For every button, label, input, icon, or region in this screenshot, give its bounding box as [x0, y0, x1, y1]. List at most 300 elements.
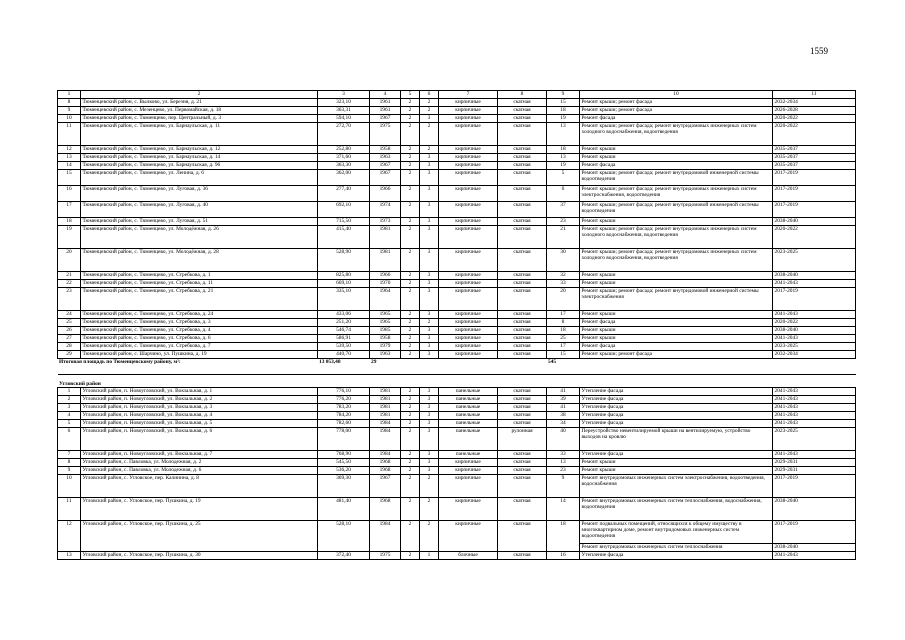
repair-works: Ремонт крыши — [580, 218, 773, 226]
roof-type: скатная — [498, 459, 547, 467]
roof-type: скатная — [498, 420, 547, 428]
wall-material: кирпичные — [439, 154, 498, 162]
roof-type: скатная — [498, 521, 547, 552]
address: Тюменцевский район, с. Тюменцево, ул. Барнаульская, д. 11 — [81, 123, 318, 146]
repair-period: 2038-2040 — [773, 498, 856, 521]
wall-material: кирпичные — [439, 202, 498, 218]
floors: 2 — [401, 226, 420, 249]
repair-period: 2017-2019 — [773, 288, 856, 311]
wall-material: кирпичные — [439, 343, 498, 351]
wear-percent: 23 — [547, 467, 580, 475]
wear-percent: 17 — [547, 343, 580, 351]
floors: 2 — [401, 186, 420, 202]
floors: 2 — [401, 170, 420, 186]
repair-period: 2041-2043 — [773, 552, 856, 560]
roof-type: скатная — [498, 388, 547, 396]
build-year: 1967 — [370, 475, 401, 498]
total-area: 371,60 — [318, 154, 370, 162]
floors: 2 — [401, 396, 420, 404]
repair-period: 2023-2025 — [773, 428, 856, 451]
build-year: 1961 — [370, 107, 401, 115]
repair-works: Ремонт крыши; ремонт фасада; ремонт внутридомовых инженерных систем электроснабжения, водоотведения — [580, 186, 773, 202]
entrances: 3 — [420, 288, 439, 311]
row-number: 23 — [58, 288, 81, 311]
floors: 2 — [401, 154, 420, 162]
repair-works: Переустройство невентилируемой крыши на вентилируемую, устройство выходов на кровлю — [580, 428, 773, 451]
entrances: 3 — [420, 459, 439, 467]
wear-percent: 30 — [547, 249, 580, 272]
total-area: 784,20 — [318, 412, 370, 420]
total-area: 369,30 — [318, 475, 370, 498]
build-year: 1970 — [370, 280, 401, 288]
address: Угловский район, п. Новоугловский, ул. Вокзальная, д. 1 — [81, 388, 318, 396]
address: Тюменцевский район, с. Тюменцево, ул. Стребкова, д. 24 — [81, 311, 318, 319]
table-row — [58, 327, 856, 335]
wear-percent: 18 — [547, 107, 580, 115]
row-number: 8 — [58, 459, 81, 467]
row-number: 22 — [58, 280, 81, 288]
build-year: 1967 — [370, 162, 401, 170]
repair-works: Ремонт крыши; ремонт фасада; ремонт внутридомовых инженерных систем холодного водоснабжения, водоотведения — [580, 226, 773, 249]
wall-material: панельные — [439, 404, 498, 412]
column-number: 11 — [773, 91, 856, 99]
entrances: 3 — [420, 420, 439, 428]
address: Тюменцевский район, с. Вылково, ул. Березня, д. 21 — [81, 99, 318, 107]
row-number: 13 — [58, 552, 81, 560]
wall-material: кирпичные — [439, 249, 498, 272]
total-area: 715,50 — [318, 218, 370, 226]
row-number: 27 — [58, 335, 81, 343]
section-title-row — [58, 375, 856, 388]
address: Угловский район, с. Угловское, пер. Пушкина, д. 19 — [81, 498, 318, 521]
repair-period: 2041-2043 — [773, 388, 856, 396]
address: Тюменцевский район, с. Тюменцево, ул. Луговая, д. 36 — [81, 186, 318, 202]
roof-type: скатная — [498, 311, 547, 319]
roof-type: рулонная — [498, 428, 547, 451]
build-year: 1981 — [370, 412, 401, 420]
build-year: 1965 — [370, 319, 401, 327]
table-row — [58, 272, 856, 280]
repair-period: 2023-2025 — [773, 249, 856, 272]
wall-material: панельные — [439, 451, 498, 459]
floors: 2 — [401, 107, 420, 115]
total-area: 594,10 — [318, 115, 370, 123]
repair-period: 2041-2043 — [773, 412, 856, 420]
floors: 2 — [401, 388, 420, 396]
row-number: 29 — [58, 351, 81, 359]
roof-type: скатная — [498, 451, 547, 459]
wall-material: кирпичные — [439, 521, 498, 552]
roof-type: скатная — [498, 335, 547, 343]
repair-period: 2032-2034 — [773, 351, 856, 359]
repair-period: 2038-2040 — [773, 218, 856, 226]
total-area: 528,10 — [318, 521, 370, 552]
roof-type: скатная — [498, 288, 547, 311]
address: Угловский район, п. Новоугловский, ул. Вокзальная, д. 3 — [81, 404, 318, 412]
build-year: 1984 — [370, 521, 401, 552]
row-number: 9 — [58, 467, 81, 475]
roof-type: скатная — [498, 226, 547, 249]
wall-material: панельные — [439, 388, 498, 396]
total-area: 692,10 — [318, 202, 370, 218]
column-number: 4 — [370, 91, 401, 99]
build-year: 1975 — [370, 552, 401, 560]
row-number: 12 — [58, 521, 81, 552]
floors: 2 — [401, 498, 420, 521]
entrances: 3 — [420, 280, 439, 288]
total-area: 272,70 — [318, 123, 370, 146]
entrances: 3 — [420, 154, 439, 162]
total-area: 251,20 — [318, 319, 370, 327]
wear-percent: 16 — [547, 552, 580, 560]
build-year: 1967 — [370, 115, 401, 123]
address: Тюменцевский район, с. Тюменцево, ул. Стребкова, д. 7 — [81, 343, 318, 351]
total-area: 536,20 — [318, 467, 370, 475]
address: Тюменцевский район, с. Тюменцево, ул. Барнаульская, д. 12 — [81, 146, 318, 154]
roof-type: скатная — [498, 154, 547, 162]
wall-material: кирпичные — [439, 123, 498, 146]
repair-works: Ремонт крыши; ремонт фасада; ремонт внутридомовой инженерной системы водоотведения — [580, 202, 773, 218]
summary-total: 545 — [547, 359, 580, 375]
repair-works: Ремонт крыши; ремонт фасада; ремонт внутридомовых инженерных систем холодного водоснабжения, водоотведения — [580, 249, 773, 272]
row-number: 10 — [58, 475, 81, 498]
wear-percent: 39 — [547, 396, 580, 404]
entrances: 2 — [420, 521, 439, 552]
roof-type: скатная — [498, 327, 547, 335]
table-row — [58, 552, 856, 560]
table-row — [58, 428, 856, 451]
page-number: 1559 — [810, 46, 828, 56]
repair-works: Ремонт крыши; ремонт фасада; ремонт внутридомовых инженерных систем холодного водоснабжения, водоотведения — [580, 123, 773, 146]
entrances: 2 — [420, 123, 439, 146]
repair-period: 2017-2019 — [773, 521, 856, 544]
column-number-row — [58, 91, 856, 99]
total-area: 778,00 — [318, 428, 370, 451]
build-year: 1981 — [370, 249, 401, 272]
capital-repair-table — [57, 90, 856, 560]
table-row — [58, 475, 856, 498]
wall-material: кирпичные — [439, 280, 498, 288]
row-number: 5 — [58, 420, 81, 428]
row-number: 8 — [58, 99, 81, 107]
table-row — [58, 146, 856, 154]
floors: 2 — [401, 521, 420, 552]
column-number: 2 — [81, 91, 318, 99]
total-area: 776,10 — [318, 388, 370, 396]
floors: 2 — [401, 420, 420, 428]
wall-material: панельные — [439, 420, 498, 428]
wall-material: кирпичные — [439, 218, 498, 226]
wear-percent: 18 — [547, 521, 580, 552]
floors: 2 — [401, 146, 420, 154]
build-year: 1961 — [370, 99, 401, 107]
repair-works: Ремонт подвальных помещений, относящихся к общему имуществу в многоквартирном доме, ремонт внутридомовых инженерных систем водоотведения — [580, 521, 773, 544]
wall-material: кирпичные — [439, 146, 498, 154]
roof-type: скатная — [498, 170, 547, 186]
build-year: 1973 — [370, 218, 401, 226]
entrances: 2 — [420, 475, 439, 498]
wall-material: кирпичные — [439, 186, 498, 202]
address: Тюменцевский район, с. Тюменцево, ул. Стребкова, д. 3 — [81, 319, 318, 327]
roof-type: скатная — [498, 280, 547, 288]
wear-percent: 38 — [547, 412, 580, 420]
repair-works: Ремонт внутридомовых инженерных систем электроснабжения, водоотведения, водоснабжения — [580, 475, 773, 498]
row-number: 9 — [58, 107, 81, 115]
build-year: 1967 — [370, 170, 401, 186]
build-year: 1981 — [370, 226, 401, 249]
table-row — [58, 99, 856, 107]
repair-works: Утепление фасада — [580, 388, 773, 396]
repair-works: Ремонт крыши; ремонт фасада; ремонт внутридомовой инженерной системы водоотведения — [580, 170, 773, 186]
floors: 2 — [401, 552, 420, 560]
roof-type: скатная — [498, 475, 547, 498]
table-row — [58, 459, 856, 467]
repair-period: 2020-2022 — [773, 123, 856, 146]
repair-works: Ремонт крыши — [580, 154, 773, 162]
build-year: 1979 — [370, 343, 401, 351]
floors: 2 — [401, 351, 420, 359]
column-number: 1 — [58, 91, 81, 99]
total-area: 433,06 — [318, 311, 370, 319]
row-number: 6 — [58, 428, 81, 451]
summary-count: 29 — [370, 359, 401, 375]
repair-period: 2023-2025 — [773, 343, 856, 351]
total-area: 363,31 — [318, 107, 370, 115]
wall-material: панельные — [439, 428, 498, 451]
build-year: 1985 — [370, 327, 401, 335]
total-area: 776,20 — [318, 396, 370, 404]
wall-material: кирпичные — [439, 498, 498, 521]
address: Тюменцевский район, с. Тюменцево, ул. Луговая, д. 40 — [81, 202, 318, 218]
entrances: 3 — [420, 412, 439, 420]
build-year: 1981 — [370, 404, 401, 412]
repair-works: Ремонт фасада — [580, 115, 773, 123]
repair-works: Ремонт фасада — [580, 319, 773, 327]
repair-works: Ремонт крыши — [580, 311, 773, 319]
total-area: 415,40 — [318, 226, 370, 249]
table-row — [58, 467, 856, 475]
wear-percent: 13 — [547, 123, 580, 146]
roof-type: скатная — [498, 272, 547, 280]
floors: 2 — [401, 280, 420, 288]
table-row — [58, 335, 856, 343]
repair-works: Ремонт крыши — [580, 280, 773, 288]
table-row — [58, 202, 856, 218]
column-number: 10 — [580, 91, 773, 99]
wall-material: кирпичные — [439, 170, 498, 186]
wear-percent: 19 — [547, 115, 580, 123]
row-number: 20 — [58, 249, 81, 272]
roof-type: скатная — [498, 162, 547, 170]
total-area: 372,40 — [318, 552, 370, 560]
wear-percent: 9 — [547, 475, 580, 498]
entrances: 3 — [420, 335, 439, 343]
summary-area: 13 053,48 — [318, 359, 370, 375]
total-area: 362,00 — [318, 170, 370, 186]
column-number: 9 — [547, 91, 580, 99]
repair-period: 2017-2019 — [773, 186, 856, 202]
column-number: 3 — [318, 91, 370, 99]
entrances: 3 — [420, 170, 439, 186]
wear-percent: 32 — [547, 272, 580, 280]
floors: 2 — [401, 123, 420, 146]
wear-percent: 15 — [547, 99, 580, 107]
repair-works: Ремонт крыши; ремонт фасада — [580, 351, 773, 359]
row-number: 10 — [58, 115, 81, 123]
roof-type: скатная — [498, 218, 547, 226]
row-number: 24 — [58, 311, 81, 319]
floors: 2 — [401, 218, 420, 226]
table-row — [58, 226, 856, 249]
total-area: 363,30 — [318, 162, 370, 170]
repair-works: Утепление фасада — [580, 396, 773, 404]
repair-works: Ремонт крыши; ремонт фасада; ремонт внутридомовой инженерной системы электроснабжения — [580, 288, 773, 311]
wear-percent: 41 — [547, 404, 580, 412]
repair-period: 2038-2040 — [773, 272, 856, 280]
repair-works: Утепление фасада — [580, 451, 773, 459]
wear-percent: 18 — [547, 327, 580, 335]
row-number: 11 — [58, 123, 81, 146]
wear-percent: 25 — [547, 335, 580, 343]
wear-percent: 19 — [547, 162, 580, 170]
address: Угловский район, п. Новоугловский, ул. Вокзальная, д. 7 — [81, 451, 318, 459]
repair-period: 2017-2019 — [773, 202, 856, 218]
total-area: 528,90 — [318, 249, 370, 272]
row-number: 17 — [58, 202, 81, 218]
wear-percent: 23 — [547, 218, 580, 226]
entrances: 3 — [420, 162, 439, 170]
table-row — [58, 123, 856, 146]
repair-works: Ремонт крыши — [580, 272, 773, 280]
build-year: 1968 — [370, 498, 401, 521]
floors: 2 — [401, 412, 420, 420]
build-year: 1966 — [370, 272, 401, 280]
repair-period: 2041-2043 — [773, 404, 856, 412]
repair-works: Ремонт крыши; ремонт фасада — [580, 99, 773, 107]
column-number: 5 — [401, 91, 420, 99]
column-number: 8 — [498, 91, 547, 99]
repair-period: 2041-2043 — [773, 335, 856, 343]
entrances: 3 — [420, 272, 439, 280]
repair-works: Ремонт крыши — [580, 335, 773, 343]
wall-material: кирпичные — [439, 327, 498, 335]
build-year: 1963 — [370, 351, 401, 359]
wall-material: кирпичные — [439, 288, 498, 311]
floors: 2 — [401, 288, 420, 311]
floors: 2 — [401, 319, 420, 327]
row-number: 18 — [58, 218, 81, 226]
address: Тюменцевский район, с. Тюменцево, ул. Ленина, д. 6 — [81, 170, 318, 186]
entrances: 2 — [420, 319, 439, 327]
floors: 2 — [401, 451, 420, 459]
repair-period: 2041-2043 — [773, 451, 856, 459]
roof-type: скатная — [498, 498, 547, 521]
table-row — [58, 162, 856, 170]
wall-material: панельные — [439, 396, 498, 404]
build-year: 1968 — [370, 459, 401, 467]
repair-works: Ремонт внутридомовых инженерных систем теплоснабжения — [580, 544, 773, 552]
roof-type: скатная — [498, 202, 547, 218]
repair-period: 2020-2022 — [773, 115, 856, 123]
row-number: 4 — [58, 412, 81, 420]
repair-period: 2035-2037 — [773, 154, 856, 162]
entrances: 2 — [420, 498, 439, 521]
row-number: 3 — [58, 404, 81, 412]
build-year: 1968 — [370, 467, 401, 475]
build-year: 1963 — [370, 154, 401, 162]
entrances: 3 — [420, 428, 439, 451]
repair-period: 2041-2043 — [773, 311, 856, 319]
entrances: 3 — [420, 451, 439, 459]
roof-type: скатная — [498, 351, 547, 359]
empty-cell — [580, 359, 856, 375]
wall-material: кирпичные — [439, 311, 498, 319]
entrances: 2 — [420, 107, 439, 115]
wear-percent: 33 — [547, 451, 580, 459]
repair-works: Ремонт крыши; ремонт фасада — [580, 107, 773, 115]
total-area: 825,80 — [318, 272, 370, 280]
total-area: 768,90 — [318, 451, 370, 459]
floors: 2 — [401, 115, 420, 123]
roof-type: скатная — [498, 412, 547, 420]
table-row — [58, 412, 856, 420]
roof-type: скатная — [498, 107, 547, 115]
build-year: 1958 — [370, 146, 401, 154]
district-summary-row — [58, 359, 856, 375]
floors: 2 — [401, 162, 420, 170]
floors: 2 — [401, 249, 420, 272]
wear-percent: 14 — [547, 498, 580, 521]
roof-type: скатная — [498, 186, 547, 202]
entrances: 3 — [420, 249, 439, 272]
floors: 2 — [401, 404, 420, 412]
build-year: 1965 — [370, 311, 401, 319]
wear-percent: 34 — [547, 420, 580, 428]
wall-material: панельные — [439, 412, 498, 420]
roof-type: скатная — [498, 467, 547, 475]
address: Тюменцевский район, с. Тюменцево, ул. Луговая, д. 51 — [81, 218, 318, 226]
row-number: 26 — [58, 327, 81, 335]
total-area: 252,80 — [318, 146, 370, 154]
repair-period: 2041-2043 — [773, 396, 856, 404]
wear-percent: 18 — [547, 146, 580, 154]
total-area: 586,91 — [318, 335, 370, 343]
repair-works: Ремонт крыши — [580, 467, 773, 475]
wall-material: кирпичные — [439, 226, 498, 249]
address: Угловский район, п. Новоугловский, ул. Вокзальная, д. 6 — [81, 428, 318, 451]
total-area: 783,20 — [318, 404, 370, 412]
wear-percent: 13 — [547, 459, 580, 467]
floors: 2 — [401, 343, 420, 351]
entrances: 3 — [420, 311, 439, 319]
total-area: 782,60 — [318, 420, 370, 428]
table-row — [58, 170, 856, 186]
empty-cell — [401, 359, 547, 375]
address: Тюменцевский район, с. Тюменцево, ул. Стребкова, д. 4 — [81, 327, 318, 335]
address: Угловский район, с. Павловка, ул. Молодежная, д. 2 — [81, 459, 318, 467]
repair-period: 2032-2034 — [773, 99, 856, 107]
floors: 2 — [401, 459, 420, 467]
floors: 2 — [401, 272, 420, 280]
repair-works: Ремонт фасада — [580, 343, 773, 351]
wear-percent: 21 — [547, 226, 580, 249]
entrances: 3 — [420, 186, 439, 202]
entrances: 2 — [420, 146, 439, 154]
repair-period: 2038-2040 — [773, 544, 856, 552]
column-number: 6 — [420, 91, 439, 99]
repair-period: 2041-2043 — [773, 420, 856, 428]
repair-period: 2035-2037 — [773, 162, 856, 170]
